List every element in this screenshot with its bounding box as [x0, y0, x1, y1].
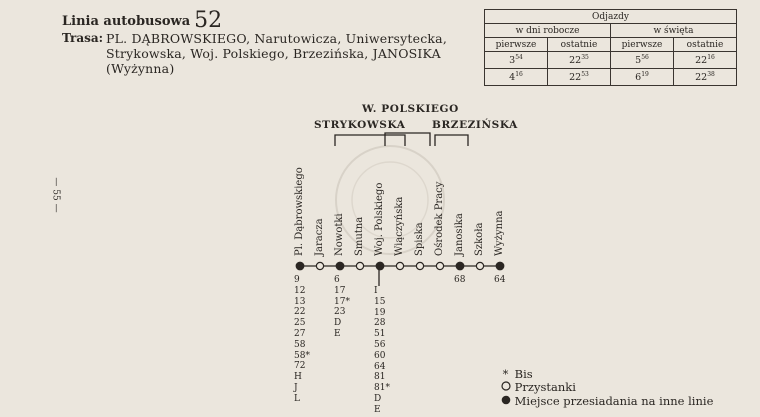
- stop-name: Jaracza: [314, 218, 325, 256]
- group-holidays: w święta: [611, 24, 737, 38]
- stop-marker: [436, 262, 443, 269]
- col-header: ostatnie: [674, 38, 737, 52]
- transfer-line-number: 68: [454, 275, 466, 285]
- transfer-line-number: 56: [374, 339, 386, 350]
- transfer-line-number: 23: [334, 307, 346, 318]
- time-cell: $6^{19}$: [611, 69, 674, 86]
- route-text: PL. DĄBROWSKIEGO, Narutowicza, Uniwersytecka, Strykowska, Woj. Polskiego, Brzezińska, JANOSIKA (Wyżynna): [106, 31, 448, 76]
- bracket-strykowska: [335, 135, 405, 146]
- asterisk-icon: *: [502, 367, 509, 381]
- transfer-line-number: 12: [294, 285, 306, 296]
- time-cell: $3^{54}$: [485, 52, 548, 69]
- time-cell: $22^{16}$: [674, 52, 737, 69]
- stop-marker: [356, 262, 363, 269]
- stop-name: Ośrodek Pracy: [434, 181, 445, 256]
- street-right: BRZEZIŃSKA: [432, 119, 518, 131]
- transfer-line-number: E: [374, 404, 381, 415]
- stop-marker: [476, 262, 483, 269]
- stop-name: Wyżynna: [494, 210, 505, 256]
- page-number: — 55 —: [50, 177, 61, 213]
- stop-marker: [396, 262, 403, 269]
- legend-bis: [500, 367, 533, 381]
- transfer-line-number: 64: [494, 275, 506, 285]
- stop-name: Pl. Dąbrowskiego: [294, 167, 305, 256]
- legend-stops-label: Przystanki: [514, 380, 576, 394]
- transfer-line-number: 27: [294, 328, 306, 339]
- legend-stops: [500, 380, 576, 394]
- transfer-line-number: 17: [334, 285, 346, 296]
- transfer-line-number: 17*: [334, 296, 350, 307]
- open-circle-icon: [500, 380, 511, 394]
- transfer-line-number: 51: [374, 329, 386, 340]
- transfer-line-number: 58: [294, 339, 306, 350]
- transfer-lines-column: [334, 275, 350, 340]
- transfer-line-number: 25: [294, 318, 306, 329]
- transfer-stop-marker: [376, 262, 384, 270]
- legend-transfer: [500, 394, 713, 408]
- street-left: STRYKOWSKA: [314, 119, 406, 131]
- transfer-lines-column: [494, 275, 505, 286]
- stop-name: Wiączyńska: [394, 196, 405, 256]
- transfer-line-number: D: [334, 318, 342, 329]
- legend-transfer-label: Miejsce przesiadania na inne linie: [514, 394, 714, 408]
- transfer-line-number: 81: [374, 372, 386, 383]
- transfer-line-number: E: [334, 328, 341, 339]
- stop-name: Janosika: [454, 213, 465, 256]
- stop-name: Smutna: [354, 216, 365, 256]
- transfer-line-number: J: [294, 382, 298, 393]
- line-label: Linia autobusowa: [62, 14, 191, 29]
- col-header: pierwsze: [611, 38, 674, 52]
- transfer-line-number: H: [294, 372, 302, 383]
- stop-name: Woj. Polskiego: [374, 182, 385, 256]
- col-header: ostatnie: [548, 38, 611, 52]
- time-cell: $22^{53}$: [548, 69, 611, 86]
- transfer-lines-column: [294, 275, 310, 405]
- stop-marker: [316, 262, 323, 269]
- stop-name: Szkoła: [474, 222, 485, 256]
- time-cell: $4^{16}$: [485, 69, 548, 86]
- transfer-line-number: 13: [294, 296, 306, 307]
- route-label: Trasa:: [62, 31, 104, 45]
- transfer-stop-marker: [296, 262, 304, 270]
- line-number: 52: [194, 8, 223, 33]
- transfer-line-number: 6: [334, 275, 340, 285]
- transfer-line-number: 19: [374, 307, 386, 318]
- transfer-line-number: 28: [374, 318, 386, 329]
- transfer-stop-marker: [336, 262, 344, 270]
- transfer-stop-marker: [456, 262, 464, 270]
- transfer-line-number: D: [374, 393, 382, 404]
- time-cell: $22^{35}$: [548, 52, 611, 69]
- transfer-line-number: 64: [374, 361, 386, 372]
- transfer-line-number: 60: [374, 350, 386, 361]
- departures-title: Odjazdy: [485, 10, 737, 24]
- transfer-line-number: 15: [374, 296, 386, 307]
- transfer-line-number: 81*: [374, 383, 390, 394]
- transfer-line-number: 22: [294, 307, 306, 318]
- transfer-line-number: L: [294, 393, 300, 404]
- transfer-line-number: 72: [294, 361, 306, 372]
- transfer-line-number: 58*: [294, 350, 310, 361]
- transfer-lines-column: [374, 286, 390, 416]
- transfer-line-number: I: [374, 286, 378, 296]
- time-cell: $5^{56}$: [611, 52, 674, 69]
- transfer-line-number: 9: [294, 275, 300, 285]
- filled-circle-icon: [500, 394, 511, 408]
- time-cell: $22^{38}$: [674, 69, 737, 86]
- stop-name: Spiska: [414, 222, 425, 256]
- group-weekdays: w dni robocze: [485, 24, 611, 38]
- col-header: pierwsze: [485, 38, 548, 52]
- legend-bis-label: Bis: [514, 367, 533, 381]
- transfer-stop-marker: [496, 262, 504, 270]
- street-top: W. POLSKIEGO: [362, 103, 459, 115]
- bracket-brzezinska: [435, 135, 468, 146]
- stop-marker: [416, 262, 423, 269]
- transfer-lines-column: [454, 275, 465, 286]
- stop-name: Nowotki: [334, 213, 345, 256]
